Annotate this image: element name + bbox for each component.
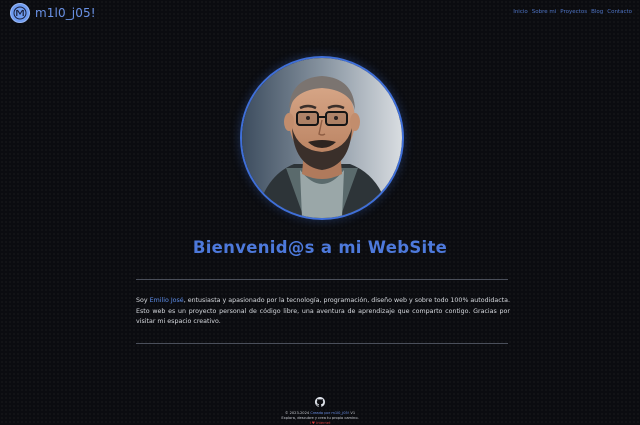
nav-link-blog[interactable]: Blog xyxy=(591,9,604,15)
bio-prefix: Soy xyxy=(136,297,150,304)
main-nav xyxy=(513,9,632,15)
logo-link[interactable] xyxy=(10,3,96,23)
site-header xyxy=(0,0,640,26)
github-icon[interactable] xyxy=(315,397,325,407)
bio-paragraph xyxy=(136,296,510,328)
page-title: Bienvenid@s a mi WebSite xyxy=(192,238,448,257)
copyright-text: © 2023-2024 xyxy=(284,411,311,415)
footer-author-link[interactable]: Creado por m1l0_j05! xyxy=(310,411,350,415)
nav-link-contacto[interactable]: Contacto xyxy=(607,9,632,15)
nav-link-inicio[interactable]: Inicio xyxy=(513,9,528,15)
nav-link-sobre-mi[interactable]: Sobre mi xyxy=(531,9,557,15)
footer-tagline: Explora, descubre y crea tu propio camino. xyxy=(281,416,359,421)
bio-text: , entusiasta y apasionado por la tecnología, programación, diseño web y sobre todo 100% autodidacta. Esto web es un proyecto personal de código libre, una aventura de aprendizaje que comparto contigo. Gracias por visitar mi espacio creativo. xyxy=(136,297,510,326)
profile-avatar xyxy=(240,56,404,220)
bio-name-link[interactable]: Emilio José xyxy=(149,297,184,304)
divider-top xyxy=(136,279,508,280)
logo-icon xyxy=(10,3,30,23)
logo-text: m1l0_j05! xyxy=(35,6,96,20)
nav-link-proyectos[interactable]: Proyectos xyxy=(560,9,588,15)
site-footer xyxy=(0,392,640,425)
divider-bottom xyxy=(136,343,508,344)
footer-heart-text: I ♥ Internet xyxy=(309,421,331,425)
version-text: V1 xyxy=(349,411,356,415)
